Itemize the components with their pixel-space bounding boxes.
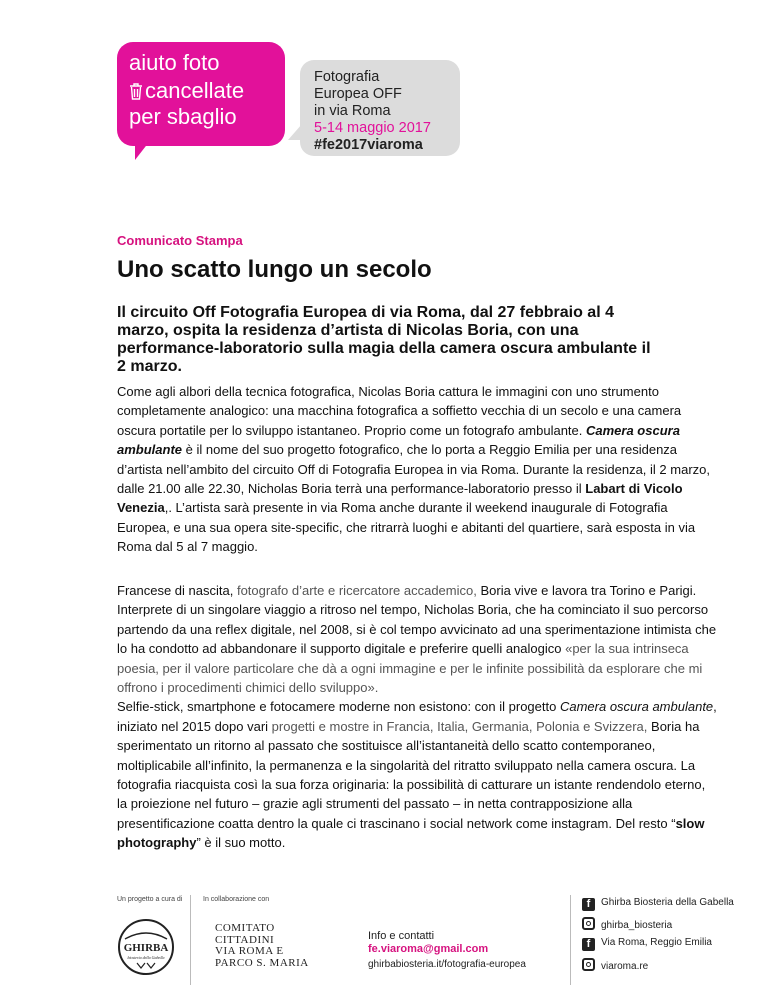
paragraph-2 [117, 581, 717, 853]
ghirba-logo-subtext: biosteria della Gabella [127, 955, 165, 960]
logo-line-1: aiuto foto [129, 50, 220, 75]
p1-text-e: ,. L’artista sarà presente in via Roma anche durante il weekend inaugurale di Fotografia Europea, e una sua opera site-specific, che ritrarrà luoghi e abitanti del quartiere, sarà esposta in via Roma dal 5 al 7 maggio. [117, 500, 696, 555]
contact-label: Info e contatti [368, 930, 435, 942]
p2-text-i: Boria ha sperimentato un ritorno al passato che sostituisce all’istantaneità dello scatto contemporaneo, moltiplicabile all’infinito, la permanenza e la singolarità del ritratto sviluppato nella camera oscura. La fotografia riacquista così la sua forza originaria: la possibilità di catturare un istante rendendolo eterno, la proiezione nel futuro – grazie agli strumenti del passato – in netta contrapposizione alla presentificazione coatta dentro la quale ci trascinano i social network come instagram. Del resto “ [117, 718, 706, 831]
p1-venue: Labart di Vicolo Venezia [117, 481, 683, 516]
p2-text-h: progetti e mostre in Francia, Italia, Germania, Polonia e Svizzera, [271, 718, 648, 734]
p2-text-a: Francese di nascita, [117, 583, 237, 598]
comitato-line-3: VIA ROMA E [215, 945, 284, 957]
social-label-1: Ghirba Biosteria della Gabella [601, 897, 734, 908]
p2-project-name: Camera oscura ambulante [559, 699, 714, 715]
paragraph-1 [117, 382, 717, 557]
event-line-2: Europea OFF [314, 86, 402, 102]
p1-text-c: è il nome del suo progetto fotografico, che lo porta a Reggio Emilia per una residenza d’artista nell’ambito del circuito Off di Fotografia Europea in via Roma. Durante la residenza, il 2 marzo, dalle 21.00 alle 22.30, Nicholas Boria terrà una performance-laboratorio presso il [117, 442, 710, 497]
p2-text-e: Selfie-stick, smartphone e fotocamere moderne non esistono: con il progetto [117, 699, 560, 715]
contact-block [368, 930, 526, 970]
logo-line-2-text: cancellate [145, 78, 245, 103]
logo-line-2 [129, 78, 244, 104]
footer-label-collab: In collaborazione con [203, 896, 270, 903]
lead-paragraph: Il circuito Off Fotografia Europea di via Roma, dal 27 febbraio al 4 marzo, ospita la residenza d’artista di Nicolas Boria, con una performance-laboratorio sulla magia della camera oscura ambulante il 2 marzo. [117, 304, 651, 375]
comitato-line-1: COMITATO [215, 922, 275, 934]
comitato-line-4: PARCO S. MARIA [215, 956, 309, 969]
social-label-4: viaroma.re [601, 961, 649, 972]
page-title: Uno scatto lungo un secolo [117, 256, 432, 283]
comitato-line-2: CITTADINI [215, 933, 275, 946]
ghirba-logo-text: GHIRBA [123, 942, 169, 954]
trash-icon [129, 83, 143, 100]
social-instagram-ghirba[interactable] [582, 917, 672, 931]
contact-email[interactable]: fe.viaroma@gmail.com [368, 943, 489, 955]
p2-text-c: Boria vive e lavora tra Torino e Parigi. Interprete di un singolare viaggio a ritroso nel tempo, Nicholas Boria, che ha cominciato il suo percorso partendo da una reflex digitale, nel 2008, si è col tempo avvicinato ad una sperimentazione intimista che lo ha condotto ad abbandonare il supporto digitale e preferire quelli analogico [117, 583, 717, 657]
facebook-icon: f [582, 898, 595, 911]
instagram-icon [582, 917, 595, 930]
footer-divider-2 [570, 895, 571, 985]
p1-text-a: Come agli albori della tecnica fotografica, Nicolas Boria cattura le immagini con uno strumento completamente analogico: una macchina fotografica a soffietto vecchia di un secolo e una camera oscura portatile per lo sviluppo istantaneo. Proprio come un fotografo ambulante. [117, 384, 682, 438]
logo-bubble-tail [135, 142, 149, 160]
social-facebook-ghirba[interactable] [582, 897, 734, 911]
footer-label-progetto: Un progetto a cura di [117, 896, 183, 903]
footer-divider-1 [190, 895, 191, 985]
event-line-3: in via Roma [314, 103, 391, 119]
event-line-1: Fotografia [314, 69, 380, 85]
comitato-logo [215, 923, 309, 969]
social-facebook-viaroma[interactable] [582, 937, 712, 951]
social-instagram-viaroma[interactable] [582, 958, 648, 972]
facebook-icon: f [582, 938, 595, 951]
p2-text-b: fotografo d’arte e ricercatore accademico, [236, 583, 477, 598]
logo-line-3: per sbaglio [129, 104, 237, 129]
logo-bubble [117, 42, 285, 146]
p1-project-name: Camera oscura ambulante [117, 422, 680, 458]
contact-website[interactable]: ghirbabiosteria.it/fotografia-europea [368, 959, 526, 970]
event-hashtag: #fe2017viaroma [314, 137, 423, 153]
social-label-2: ghirba_biosteria [601, 920, 673, 931]
instagram-icon [582, 958, 595, 971]
social-label-3: Via Roma, Reggio Emilia [601, 937, 712, 948]
event-bubble-tail [288, 124, 302, 140]
p2-motto: slow photography [117, 815, 705, 851]
ghirba-logo [117, 918, 175, 976]
p2-quote: «per la sua intrinseca poesia, per il valore particolare che dà a ogni immagine e per le infinite possibilità da esplorare che mi offrono i procedimenti chimici dello sviluppo». [117, 641, 703, 696]
p2-text-g: , iniziato nel 2015 dopo vari [117, 699, 717, 734]
kicker: Comunicato Stampa [117, 233, 243, 248]
event-bubble [300, 60, 460, 156]
p2-text-k: ” è il suo motto. [196, 835, 286, 851]
event-dates: 5-14 maggio 2017 [314, 120, 431, 136]
